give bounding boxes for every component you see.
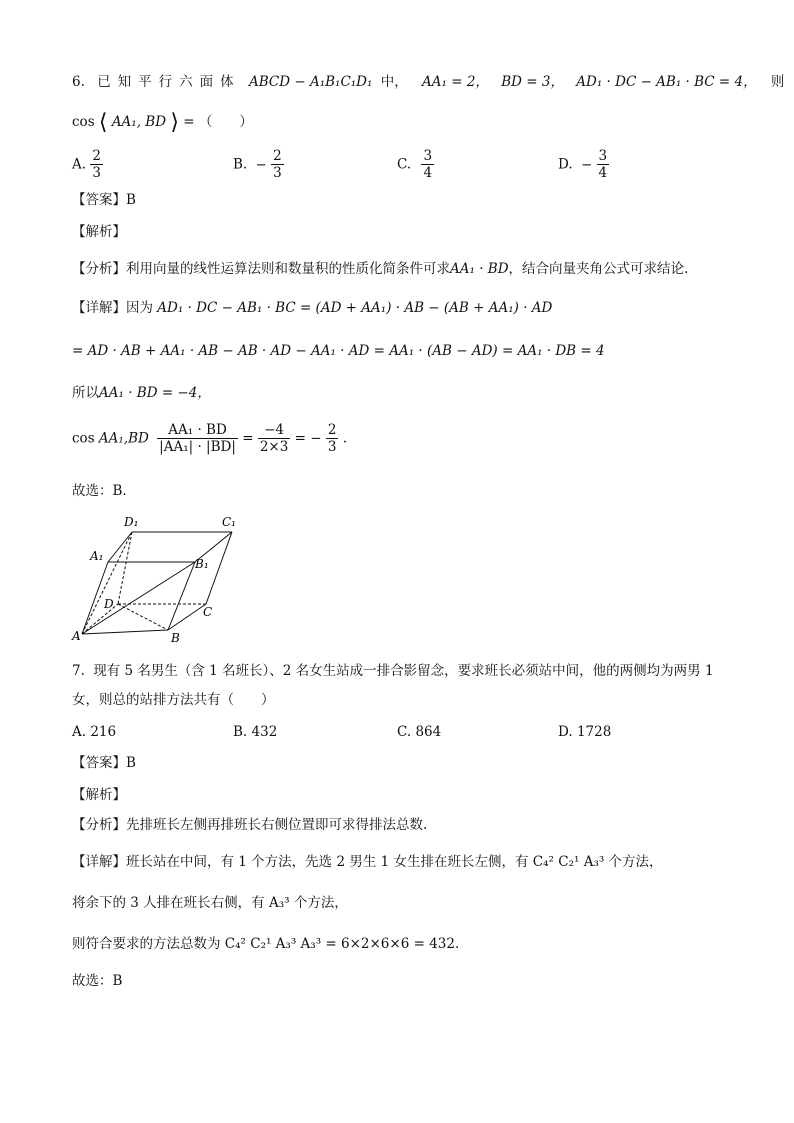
q7-option-b <box>233 724 277 740</box>
conclusion-text: 故选：B <box>72 973 123 989</box>
label-d1: D₁ <box>124 515 139 529</box>
so-pre: 所以 <box>72 385 99 401</box>
q6-option-c <box>397 148 434 181</box>
diag-db <box>118 604 168 630</box>
cos-frac-1 <box>157 422 238 455</box>
answer-value: B <box>126 192 136 208</box>
q7-option-d <box>558 724 611 740</box>
q6-analysis-tag <box>72 222 126 242</box>
fenxi-tag: 【分析】 <box>72 261 126 277</box>
q7-fenxi <box>72 815 427 835</box>
xiangjie-pre: 因为 <box>126 300 153 316</box>
q6-option-b-frac <box>271 148 284 181</box>
left-angle-icon: ⟨ <box>98 110 108 135</box>
q6-stem-text-2: 中， <box>380 74 408 90</box>
cos-end: . <box>342 430 348 447</box>
q6-cos-line <box>72 422 347 455</box>
q7-xiangjie-3 <box>72 934 459 954</box>
derivation-line-2: = AD · AB + AA₁ · AB − AB · AD − AA₁ · AD = AA₁ · (AB − AD) = AA₁ · DB = 4 <box>72 343 605 359</box>
q6-option-a <box>72 148 103 181</box>
xiangjie-tag: 【详解】 <box>72 300 126 316</box>
q6-option-c-frac <box>421 148 434 181</box>
q6-stem-line <box>72 72 784 92</box>
analysis-tag: 【解析】 <box>72 224 126 240</box>
label-c1: C₁ <box>222 515 236 529</box>
q7-option-d-wrap <box>558 722 611 742</box>
q6-option-b-label: B. <box>233 156 248 173</box>
answer-tag: 【答案】 <box>72 755 126 771</box>
q7-option-c <box>397 724 441 740</box>
q7-option-b-wrap <box>233 722 277 742</box>
frac-num: 2 <box>92 148 101 164</box>
derivation-line-1: AD₁ · DC − AB₁ · BC = (AD + AA₁) · AB − (AB + AA₁) · AD <box>157 300 553 316</box>
q6-cond-aa1: AA₁ = 2， <box>422 74 489 90</box>
frac-den: 3 <box>327 439 337 455</box>
q7-options <box>72 722 116 742</box>
cos-prefix: cos <box>72 430 95 447</box>
right-angle-icon: ⟩ <box>170 110 179 135</box>
q6-cond-bd: BD = 3， <box>501 74 564 90</box>
q6-option-d-frac <box>597 148 610 181</box>
parallelepiped-figure <box>70 512 250 647</box>
analysis-tag: 【解析】 <box>72 787 126 803</box>
cos-arg: AA₁,BD <box>98 430 149 447</box>
q6-xiangjie-line2 <box>72 341 605 361</box>
frac-num: 2 <box>327 422 337 438</box>
frac-den: 3 <box>273 165 282 181</box>
q7-analysis-tag <box>72 785 126 805</box>
q7-stem-2: 女，则总的站排方法共有（ ） <box>72 692 275 708</box>
fenxi-tag: 【分析】 <box>72 817 126 833</box>
option-label: B. <box>233 724 248 740</box>
q7-answer <box>72 753 136 773</box>
q6-option-b-sign: − <box>255 156 267 173</box>
frac-num: AA₁ · BD <box>157 422 238 439</box>
frac-num: 2 <box>273 148 282 164</box>
q6-ask-cos: cos <box>72 114 95 130</box>
option-label: D. <box>558 724 573 740</box>
q6-stem-text: 已知平行六面体 <box>97 74 241 90</box>
q6-option-a-label: A. <box>72 156 87 173</box>
q6-option-b <box>233 148 284 181</box>
option-label: A. <box>72 724 87 740</box>
q7-option-c-wrap <box>397 722 441 742</box>
fenxi-vector: AA₁ · BD <box>450 261 509 277</box>
q7-stem-line1 <box>72 661 714 681</box>
frac-num: 3 <box>598 148 608 164</box>
xiangjie-text-3: 则符合要求的方法总数为 C₄² C₂¹ A₃³ A₃³ = 6×2×6×6 = 432. <box>72 936 460 952</box>
q6-option-d-label: D. <box>558 156 573 173</box>
option-value: 864 <box>415 724 442 740</box>
q7-stem-1: 现有 5 名男生（含 1 名班长）、2 名女生站成一排合影留念，要求班长必须站中间，他的两侧均为两男 1 <box>93 663 714 679</box>
q6-ask-vectors: AA₁, BD <box>111 114 167 130</box>
frac-den: 3 <box>92 165 101 181</box>
q6-ask-line <box>72 112 253 133</box>
q6-cond-end: 则 <box>770 74 785 90</box>
cos-frac-2 <box>258 422 291 455</box>
fenxi-text: 先排班长左侧再排班长右侧位置即可求得排法总数. <box>126 817 428 833</box>
edge-bc <box>168 604 206 630</box>
label-b1: B₁ <box>195 557 209 571</box>
q6-cond-dot: AD₁ · DC − AB₁ · BC = 4， <box>576 74 757 90</box>
q6-fenxi <box>72 259 688 279</box>
q6-xiangjie-line1 <box>72 298 552 318</box>
edge-b1b <box>168 562 195 630</box>
conclusion-text: 故选：B. <box>72 483 127 499</box>
label-c: C <box>203 605 213 619</box>
q6-number: 6. <box>72 74 85 90</box>
cos-eq-2: = − <box>294 430 322 447</box>
q7-conclusion <box>72 971 122 991</box>
q6-option-a-frac <box>90 148 103 181</box>
option-value: 432 <box>251 724 278 740</box>
q6-option-d <box>558 148 609 181</box>
q6-option-c-label: C. <box>397 156 412 173</box>
cos-eq-1: = <box>242 430 254 447</box>
fenxi-text: 利用向量的线性运算法则和数量积的性质化简条件可求 <box>126 261 450 277</box>
q7-xiangjie-1 <box>72 852 663 872</box>
label-d: D <box>104 597 114 611</box>
so-expr: AA₁ · BD = −4， <box>99 385 211 401</box>
q6-conclusion <box>72 481 127 501</box>
cos-frac-3 <box>326 422 339 455</box>
label-a1: A₁ <box>90 549 104 563</box>
frac-num: −4 <box>258 422 291 439</box>
q6-ask-suffix: = （ ） <box>183 114 253 130</box>
option-value: 1728 <box>576 724 612 740</box>
q7-xiangjie-2 <box>72 893 348 913</box>
q6-answer <box>72 190 136 210</box>
q6-so-line <box>72 383 211 403</box>
fenxi-end: ，结合向量夹角公式可求结论. <box>508 261 689 277</box>
edge-d1d <box>118 532 132 604</box>
frac-den: 4 <box>598 165 608 181</box>
q6-option-d-sign: − <box>580 156 593 173</box>
xiangjie-text-1: 班长站在中间，有 1 个方法，先选 2 男生 1 女生排在班长左侧，有 C₄² C₂¹ A₃³ 个方法， <box>126 854 663 870</box>
answer-tag: 【答案】 <box>72 192 126 208</box>
frac-den: 2×3 <box>259 439 289 455</box>
xiangjie-text-2: 将余下的 3 人排在班长右侧，有 A₃³ 个方法， <box>72 895 348 911</box>
edge-ab <box>82 630 168 634</box>
xiangjie-tag: 【详解】 <box>72 854 126 870</box>
q6-solid-name: ABCD − A₁B₁C₁D₁ <box>248 74 373 90</box>
label-b: B <box>171 631 180 645</box>
label-a: A <box>72 629 81 643</box>
answer-value: B <box>126 755 136 771</box>
option-value: 216 <box>90 724 117 740</box>
frac-den: |AA₁| · |BD| <box>159 439 236 455</box>
diag-ad1 <box>82 532 132 634</box>
option-label: C. <box>397 724 412 740</box>
q7-stem-line2 <box>72 690 275 710</box>
frac-den: 4 <box>423 165 433 181</box>
q7-number: 7. <box>72 663 85 679</box>
frac-num: 3 <box>423 148 433 164</box>
q7-option-a <box>72 724 116 740</box>
